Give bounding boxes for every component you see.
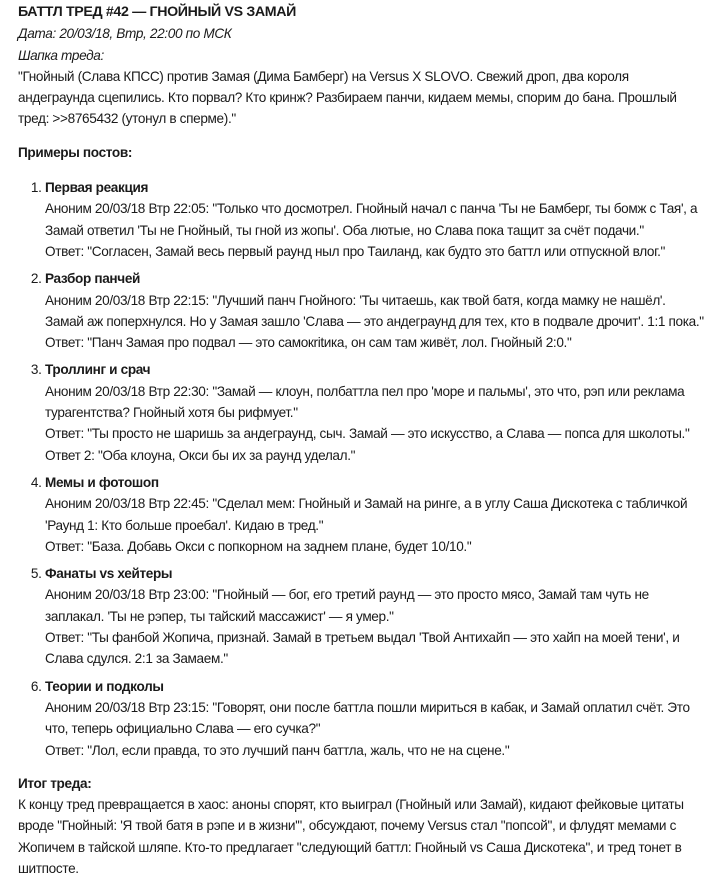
reply-text: Ответ: "Ты просто не шаришь за андеграунд, сыч. Замай — это искусство, а Слава — попса для школоты." <box>45 426 690 442</box>
header-text: "Гнойный (Слава КПСС) против Замая (Дима Бамберг) на Versus X SLOVO. Свежий дроп, два короля андеграунда сцепились. Кто порвал? Кто кринж? Разбираем панчи, кидаем мемы, спорим до бана. Прошлый тред: >>8765432 (утонул в сперме)." <box>18 68 677 127</box>
examples-heading: Примеры постов: <box>18 144 133 160</box>
post-example <box>45 359 706 465</box>
post-text: Аноним 20/03/18 Втр 22:45: "Сделал мем: Гнойный и Замай на ринге, а в углу Саша Дискотека с табличкой 'Раунд 1: Кто больше проебал'. Кидаю в тред." <box>45 496 688 533</box>
thread-date: Дата: 20/03/18, Втр, 22:00 по МСК <box>18 26 232 42</box>
post-heading: 1. Первая реакция <box>45 180 149 196</box>
posts-list <box>18 177 706 761</box>
post-text: Аноним 20/03/18 Втр 23:00: "Гнойный — бог, его третий раунд — это просто мясо, Замай там чуть не заплакал. 'Ты не рэпер, ты тайский массажист' — я умер." <box>45 587 649 624</box>
summary-text: К концу тред превращается в хаос: аноны спорят, кто выиграл (Гнойный или Замай), кидают фейковые цитаты вроде "Гнойный: 'Я твой батя в рэпе и в жизни'", обсуждают, почему Versus стал "попсой", и флудят мемами с Жопичем в тайской шляпе. Кто-то предлагает "следующий баттл: Гнойный vs Саша Дискотека", и тред тонет в шитпосте. <box>18 797 684 876</box>
post-heading: 3. Троллинг и срач <box>45 362 151 378</box>
summary-heading: Итог треда: <box>18 775 92 791</box>
post-text: Аноним 20/03/18 Втр 22:15: "Лучший панч Гнойного: 'Ты читаешь, как твой батя, когда мамку не нашёл'. Замай аж поперхнулся. Но у Замая зашло 'Слава — это андеграунд для тех, кто в подвале дрочит'. 1:1 пока." <box>45 292 704 329</box>
reply-text: Ответ: "Ты фанбой Жопича, признай. Замай в третьем выдал 'Твой Антихайп — это хайп на моей тени', и Слава сдулся. 2:1 за Замаем." <box>45 630 680 667</box>
post-example <box>45 177 706 262</box>
post-text: Аноним 20/03/18 Втр 22:30: "Замай — клоун, полбаттла пел про 'море и пальмы', это что, рэп или реклама турагентства? Гнойный хотя бы рифмует." <box>45 383 685 421</box>
reply-text: Ответ 2: "Оба клоуна, Окси бы их за раунд уделал." <box>45 447 356 463</box>
post-example <box>45 268 706 353</box>
reply-text: Ответ: "Лол, если правда, то это лучший панч баттла, жаль, что не на сцене." <box>45 742 510 758</box>
reply-text: Ответ: "Панч Замая про подвал — это самокritика, он сам там живёт, лол. Гнойный 2:0." <box>45 335 572 351</box>
post-heading: 6. Теории и подколы <box>45 678 164 694</box>
header-label: Шапка треда: <box>18 47 104 63</box>
post-text: Аноним 20/03/18 Втр 22:05: "Только что досмотрел. Гнойный начал с панча 'Ты не Бамберг, ты бомж с Тая', а Замай ответил 'Ты не Гнойный, ты гной из жопы'. Оба лютые, но Слава пока тащит за счёт подачи." <box>45 201 698 238</box>
post-text: Аноним 20/03/18 Втр 23:15: "Говорят, они после баттла пошли мириться в кабак, и Замай оплатил счёт. Это что, теперь официально Слава — его сучка?" <box>45 699 690 737</box>
reply-text: Ответ: "Согласен, Замай весь первый раунд ныл про Таиланд, как будто это баттл или отпускной влог." <box>45 243 665 259</box>
post-heading: 5. Фанаты vs хейтеры <box>45 566 173 582</box>
post-example <box>45 472 706 557</box>
post-heading: 4. Мемы и фотошоп <box>45 474 159 490</box>
thread-title: БАТТЛ ТРЕД #42 — ГНОЙНЫЙ VS ЗАМАЙ <box>18 4 296 20</box>
reply-text: Ответ: "База. Добавь Окси с попкорном на заднем плане, будет 10/10." <box>45 538 472 554</box>
post-example <box>45 676 706 761</box>
post-heading: 2. Разбор панчей <box>45 271 141 287</box>
post-example <box>45 563 706 669</box>
